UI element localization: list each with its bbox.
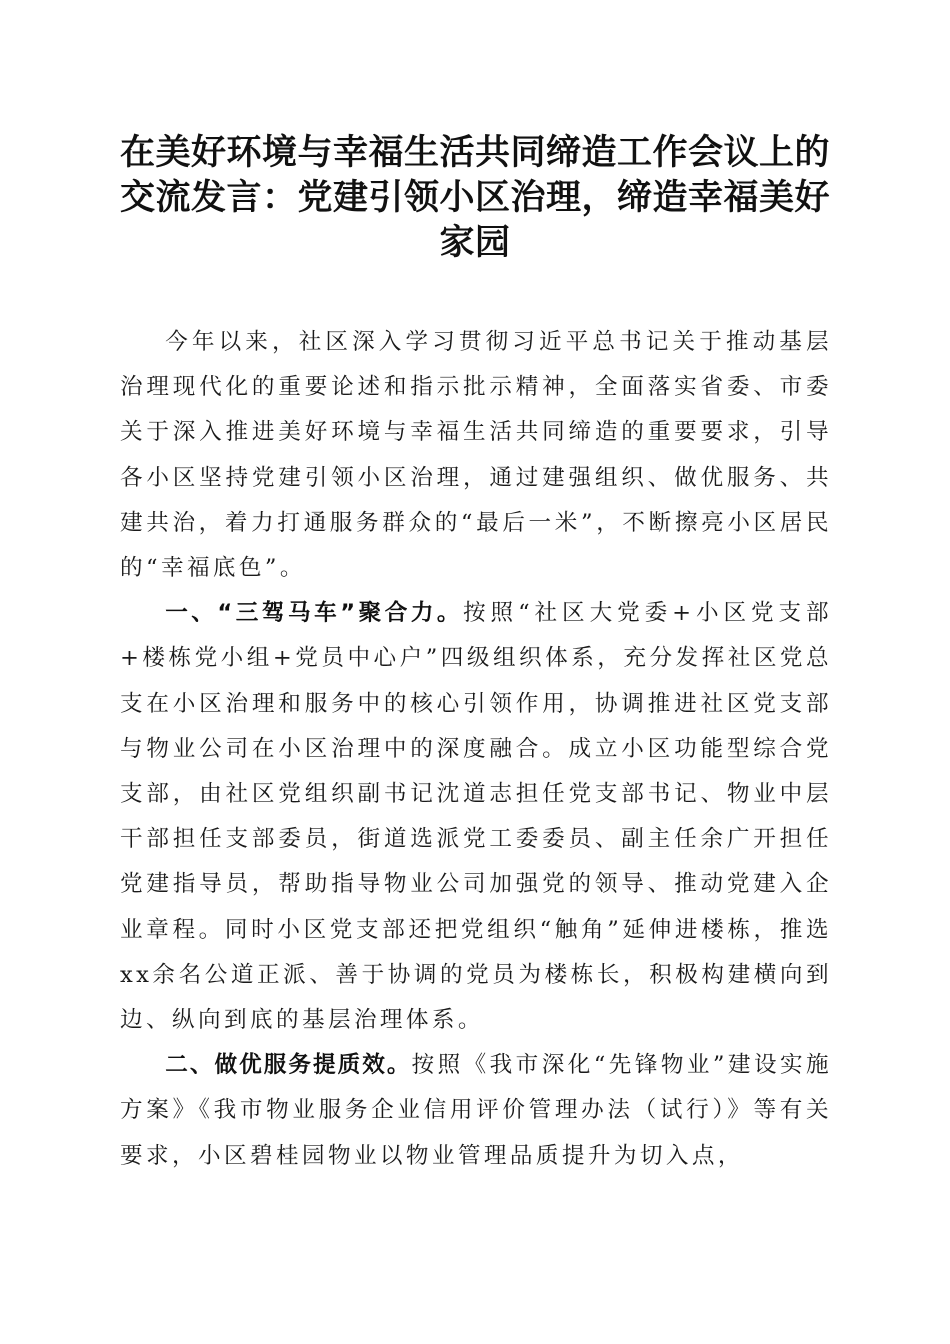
title-line-1: 在美好环境与幸福生活共同缔造工作会议上的 [119, 132, 830, 173]
section-1-heading: 一、“三驾马车”聚合力。 [165, 600, 464, 627]
section-1-paragraph [120, 591, 832, 1043]
title-line-3: 家园 [439, 222, 511, 263]
section-1-text: 按照“社区大党委+小区党支部+楼栋党小组+党员中心户”四级组织体系，充分发挥社区党总支在小区治理和服务中的核心引领作用，协调推进社区党支部与物业公司在小区治理中的深度融合。成立小区功能型综合党支部，由社区党组织副书记沈道志担任党支部书记、物业中层干部担任支部委员，街道选派党工委委员、副主任余广开担任党建指导员，帮助指导物业公司加强党的领导、推动党建入企业章程。同时小区党支部还把党组织“触角”延伸进楼栋，推选xx余名公道正派、善于协调的党员为楼栋长，积极构建横向到边、纵向到底的基层治理体系。 [120, 600, 832, 1034]
section-2-paragraph [120, 1043, 832, 1179]
section-2-heading: 二、做优服务提质效。 [165, 1052, 412, 1079]
intro-paragraph: 今年以来，社区深入学习贯彻习近平总书记关于推动基层治理现代化的重要论述和指示批示精神，全面落实省委、市委关于深入推进美好环境与幸福生活共同缔造的重要要求，引导各小区坚持党建引领小区治理，通过建强组织、做优服务、共建共治，着力打通服务群众的“最后一米”，不断擦亮小区居民的“幸福底色”。 [120, 329, 832, 582]
title-line-2: 交流发言：党建引领小区治理，缔造幸福美好 [119, 177, 830, 218]
section-2-text: 按照《我市深化“先锋物业”建设实施方案》《我市物业服务企业信用评价管理办法（试行）》等有关要求，小区碧桂园物业以物业管理品质提升为切入点， [120, 1052, 833, 1169]
document-body [120, 320, 832, 1179]
document-title [100, 130, 850, 265]
